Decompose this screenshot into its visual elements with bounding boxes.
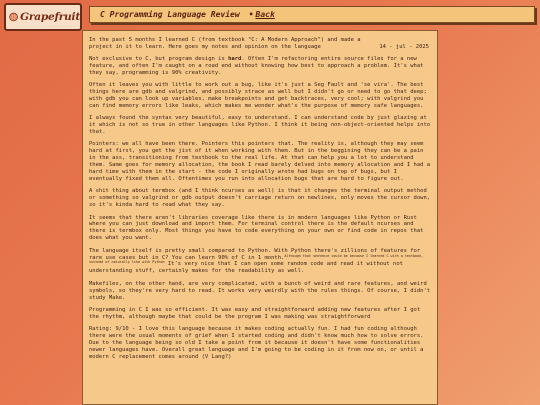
paragraph-termbox: A shit thing about termbox (and I think ncurses as well) is that it changes the terminal output method or something so valgrind or gdb output doesn't carriage return on newlines, only moves the cursor down, so it's kinda hard to read what they say. (89, 188, 431, 209)
article-date: 14 - jul - 2025 (379, 44, 429, 50)
paragraph-pointers: Pointers: we all have been there. Pointers this pointers that. The reality is, although they may seem hard at first, you get the jist of it when working with them. But in the beggining they can be a pain in the ass, transitioning from textbook to the real life. At that can help you a lot to understand them. Same goes for memory allocation, the book I read barely delved into memory allocation and I had a hard time with them in the start - the code I originally wrote had bugs on top of bugs, but I eventually fixed them all. Oftentimes you run into allocation bugs that are hard to figure out. (89, 141, 431, 182)
paragraph-program-design (89, 56, 431, 77)
article-intro (89, 37, 431, 51)
paragraph-language-size (89, 248, 431, 276)
paragraph-debugging: Often it leaves you with little to work out a bug, like it's just a Seg Fault and 'se vira'. The best things here are gdb and valgrind, and possibly strace as well but I didn't go or need to go that deep; with gdb you can look up variables, make breakpoints and get backtraces, very cool; with valgrind you can find memory errors like leaks, which makes me wonder what's the purpose of memory safe languages. (89, 82, 427, 109)
article-content (82, 30, 438, 405)
page-title: C Programming Language Review (100, 10, 240, 19)
title-bar (89, 6, 535, 23)
paragraph-syntax: I always found the syntax very beautiful, easy to understand. I can understand code by just glazing at it which is not so true in other languages like Python. I think it being non-object-oriented helps into that. (89, 115, 431, 135)
grapefruit-icon (9, 8, 18, 26)
bullet-icon: • (248, 10, 254, 19)
site-logo[interactable] (4, 3, 82, 31)
footnote: Although that sentence could be because I learned C with a textbook, instead of naturally like with Python (89, 253, 424, 265)
site-header (0, 0, 540, 34)
p7-text-after: It's very nice that I can open some random code and read it without not understanding stuff, certainly makes for the readability as well. (89, 261, 403, 275)
back-link-label: Back (255, 10, 275, 19)
paragraph-efficiency: Programming in C I was so efficient. It was easy and straightforward adding new features after I got the rhythm, although maybe that could be the program I was making was straightforward (89, 307, 421, 320)
logo-text: Grapefruit (20, 11, 80, 23)
back-link[interactable] (249, 10, 275, 19)
p7-text: The language itself is pretty small compared to Python. With Python there's zillions of features for rare use cases but in C? You can learn 90% of C in 1 month. (89, 247, 421, 261)
paragraph-rating: Rating: 9/10 - I love this language because it makes coding actually fun. I had fun coding although there were the usual moments of grief when I started coding and didn't know much how to solve errors. Due to the language being so old I take a point from it because it doesn't have some functionalities newer languages have. Overall great language and I'm going to be coding in it from now on, or until a modern C replacement comes around (V Lang?) (89, 326, 424, 360)
p1-text-after: . Often I'm refactoring entire source files for a new feature, and often I'm caught on a road end without knowing how best to approach a problem. It's what they say, programming is 90% creativity. (89, 55, 424, 76)
intro-text: In the past 5 months I learned C (from textbook "C: A Modern Approach") and made a project in it to learn. Here goes my notes and opinion on the language (89, 37, 361, 50)
paragraph-libraries: It seems that there aren't libraries coverage like there is in modern languages like Python or Rust where you can just download and import them. For terminal control there is the default ncurses and there is termbox only. Most things you have to code everything on your own or find code in repos that does what you want. (89, 214, 424, 242)
paragraph-makefiles: Makefiles, on the other hand, are very complicated, with a bunch of weird and rare features, and weird symbols, so they're very hard to read. It works very weirdly with the rules things. Of course, I didn't study Make. (89, 280, 431, 301)
p1-bold: hard (228, 55, 242, 62)
p1-text: Not exclusive to C, but program design is (89, 55, 229, 62)
